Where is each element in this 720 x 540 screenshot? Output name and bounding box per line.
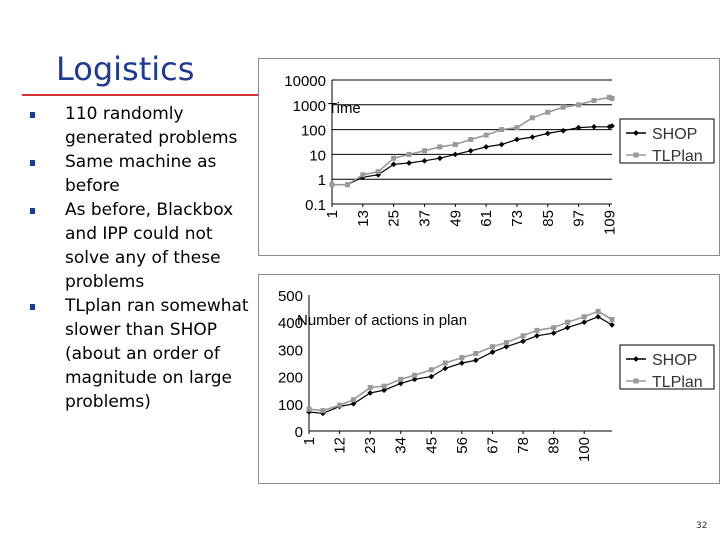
bullet-list bbox=[28, 102, 258, 414]
x-tick-label: 45 bbox=[423, 437, 441, 454]
data-point-tlplan bbox=[351, 397, 356, 402]
data-point-tlplan bbox=[412, 373, 417, 378]
data-point-tlplan bbox=[582, 314, 587, 319]
data-point-shop bbox=[483, 144, 489, 150]
bullet-text: As before, Blackbox and IPP could not solve any of these problems bbox=[65, 200, 234, 292]
y-tick-label: 100 bbox=[300, 122, 326, 140]
data-point-shop bbox=[551, 330, 557, 336]
data-point-tlplan bbox=[337, 403, 342, 408]
data-point-tlplan bbox=[551, 325, 556, 330]
page-number: 32 bbox=[696, 521, 708, 531]
bullet-text: Same machine as before bbox=[65, 152, 217, 196]
data-point-tlplan bbox=[576, 102, 581, 107]
x-tick-label: 78 bbox=[515, 437, 533, 454]
data-point-shop bbox=[545, 131, 551, 137]
bullet-marker bbox=[30, 304, 35, 310]
data-point-tlplan bbox=[382, 384, 387, 389]
data-point-tlplan bbox=[368, 385, 373, 390]
data-point-shop bbox=[514, 137, 520, 143]
x-tick-label: 49 bbox=[447, 210, 465, 227]
data-point-tlplan bbox=[473, 351, 478, 356]
bullet-item bbox=[28, 102, 258, 150]
data-point-tlplan bbox=[398, 377, 403, 382]
data-point-tlplan bbox=[561, 105, 566, 110]
data-point-shop bbox=[468, 148, 474, 154]
data-point-tlplan bbox=[443, 361, 448, 366]
data-point-shop bbox=[473, 357, 479, 363]
x-tick-label: 100 bbox=[576, 437, 594, 463]
data-point-tlplan bbox=[307, 407, 312, 412]
actions-chart-svg bbox=[259, 275, 719, 483]
x-tick-label: 97 bbox=[570, 210, 588, 227]
data-point-shop bbox=[530, 134, 536, 140]
data-point-shop bbox=[442, 366, 448, 372]
x-tick-label: 56 bbox=[453, 437, 471, 454]
data-point-tlplan bbox=[422, 148, 427, 153]
data-point-tlplan bbox=[499, 127, 504, 132]
series-line-shop bbox=[332, 126, 612, 185]
legend-label-shop: SHOP bbox=[652, 126, 698, 143]
data-point-tlplan bbox=[330, 182, 335, 187]
actions-chart bbox=[258, 274, 720, 484]
x-tick-label: 67 bbox=[484, 437, 502, 454]
legend-label-shop: SHOP bbox=[652, 352, 698, 369]
x-tick-label: 1 bbox=[301, 437, 318, 446]
data-point-tlplan bbox=[565, 320, 570, 325]
data-point-shop bbox=[406, 160, 412, 166]
data-point-tlplan bbox=[360, 172, 365, 177]
x-tick-label: 61 bbox=[478, 210, 496, 227]
bullet-text: 110 randomly generated problems bbox=[65, 104, 238, 148]
data-point-tlplan bbox=[407, 152, 412, 157]
data-point-tlplan bbox=[376, 169, 381, 174]
bullet-marker bbox=[30, 112, 35, 118]
y-tick-label: 10 bbox=[309, 147, 326, 165]
data-point-shop bbox=[560, 128, 566, 134]
x-tick-label: 89 bbox=[545, 437, 563, 454]
chart-title: Number of actions in plan bbox=[297, 312, 468, 329]
y-tick-label: 500 bbox=[277, 288, 303, 305]
data-point-shop bbox=[452, 152, 458, 158]
data-point-tlplan bbox=[610, 96, 615, 101]
slide-title: Logistics bbox=[56, 50, 195, 88]
x-tick-label: 25 bbox=[385, 210, 403, 227]
data-point-tlplan bbox=[468, 137, 473, 142]
data-point-tlplan bbox=[320, 408, 325, 413]
y-tick-label: 0 bbox=[294, 424, 303, 441]
data-point-shop bbox=[499, 142, 505, 148]
bullet-item bbox=[28, 198, 258, 294]
data-point-shop bbox=[422, 158, 428, 164]
data-point-shop bbox=[459, 360, 465, 366]
x-tick-label: 12 bbox=[331, 437, 349, 454]
data-point-shop bbox=[581, 319, 587, 325]
legend-label-tlplan: TLPlan bbox=[652, 148, 703, 165]
bullet-marker bbox=[30, 208, 35, 214]
y-tick-label: 10000 bbox=[284, 73, 326, 90]
y-tick-label: 100 bbox=[277, 396, 303, 414]
data-point-tlplan bbox=[514, 125, 519, 130]
x-tick-label: 34 bbox=[392, 437, 410, 454]
y-tick-label: 1000 bbox=[292, 97, 326, 115]
data-point-tlplan bbox=[453, 142, 458, 147]
y-tick-label: 200 bbox=[277, 369, 303, 387]
data-point-shop bbox=[534, 333, 540, 339]
x-tick-label: 13 bbox=[354, 210, 372, 227]
x-tick-label: 73 bbox=[508, 210, 526, 227]
bullet-marker bbox=[30, 160, 35, 166]
x-tick-label: 37 bbox=[416, 210, 434, 227]
data-point-shop bbox=[520, 338, 526, 344]
y-tick-label: 300 bbox=[277, 342, 303, 360]
legend-marker-tlplan bbox=[634, 153, 639, 158]
data-point-shop bbox=[595, 314, 601, 320]
y-tick-label: 0.1 bbox=[305, 197, 326, 214]
bullet-item bbox=[28, 150, 258, 198]
x-tick-label: 109 bbox=[601, 210, 619, 236]
x-tick-label: 23 bbox=[362, 437, 380, 454]
data-point-shop bbox=[609, 322, 615, 328]
x-tick-label: 1 bbox=[324, 210, 341, 219]
data-point-shop bbox=[428, 374, 434, 380]
data-point-tlplan bbox=[490, 344, 495, 349]
data-point-tlplan bbox=[545, 110, 550, 115]
data-point-tlplan bbox=[534, 328, 539, 333]
data-point-tlplan bbox=[596, 309, 601, 314]
data-point-tlplan bbox=[530, 115, 535, 120]
data-point-shop bbox=[591, 124, 597, 130]
y-tick-label: 1 bbox=[317, 172, 326, 190]
data-point-tlplan bbox=[610, 317, 615, 322]
data-point-tlplan bbox=[437, 144, 442, 149]
data-point-tlplan bbox=[484, 133, 489, 138]
data-point-tlplan bbox=[521, 333, 526, 338]
data-point-tlplan bbox=[429, 367, 434, 372]
bullet-text: TLplan ran somewhat slower than SHOP (about an order of magnitude on large problems) bbox=[65, 296, 249, 412]
data-point-tlplan bbox=[504, 340, 509, 345]
time-chart bbox=[258, 58, 720, 256]
bullet-item bbox=[28, 294, 258, 414]
data-point-tlplan bbox=[459, 355, 464, 360]
chart-title: Time bbox=[328, 100, 361, 117]
data-point-shop bbox=[565, 325, 571, 331]
legend-marker-tlplan bbox=[634, 379, 639, 384]
x-tick-label: 85 bbox=[539, 210, 557, 227]
time-chart-svg bbox=[259, 59, 719, 255]
data-point-tlplan bbox=[592, 98, 597, 103]
data-point-tlplan bbox=[345, 182, 350, 187]
data-point-shop bbox=[437, 155, 443, 161]
data-point-tlplan bbox=[391, 156, 396, 161]
legend-label-tlplan: TLPlan bbox=[652, 374, 703, 391]
data-point-shop bbox=[490, 349, 496, 355]
y-tick-label: 400 bbox=[277, 315, 303, 333]
